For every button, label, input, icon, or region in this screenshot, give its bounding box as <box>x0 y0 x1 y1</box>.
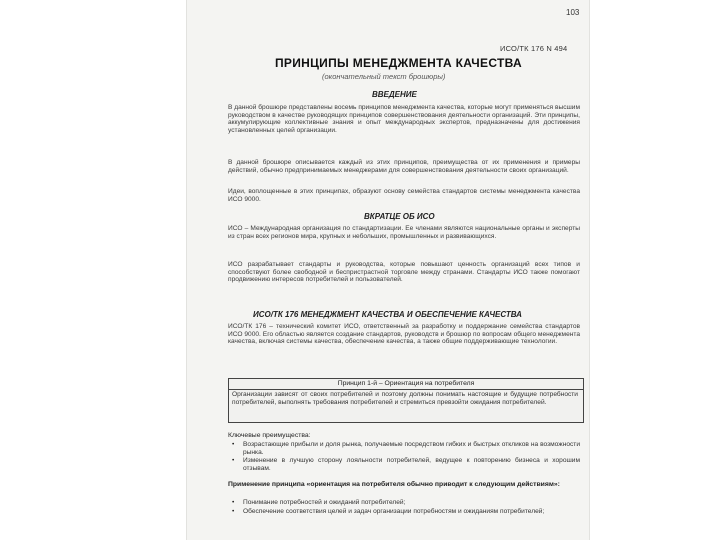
application-list <box>232 499 580 516</box>
tc176-paragraph: ИСО/ТК 176 – технический комитет ИСО, ответственный за разработку и поддержание семейства стандартов ИСО 9000. Его областью является создание стандартов, руководств и брошюр по вопросам общего менеджмента качества, включая системы качества, обеспечение качества, а также общие поддерживающие технологии. <box>228 323 580 346</box>
intro-paragraph: Идеи, воплощенные в этих принципах, образуют основу семейства стандартов системы менеджмента качества ИСО 9000. <box>228 188 580 203</box>
application-title: Применение принципа «ориентация на потребителя обычно приводит к следующим действиям»: <box>228 481 560 488</box>
section-heading-intro: ВВЕДЕНИЕ <box>372 90 417 99</box>
page-title: ПРИНЦИПЫ МЕНЕДЖМЕНТА КАЧЕСТВА <box>275 56 522 70</box>
list-item: • Изменение в лучшую сторону лояльности потребителей, ведущее к повторению бизнеса и хорошим отзывам. <box>232 457 580 472</box>
page-number: 103 <box>566 8 580 17</box>
list-item: • Понимание потребностей и ожиданий потребителей; <box>232 499 580 507</box>
document-code: ИСО/ТК 176 N 494 <box>500 44 568 53</box>
principle-title: Принцип 1-й – Ориентация на потребителя <box>229 379 583 390</box>
page-subtitle: (окончательный текст брошюры) <box>322 72 446 81</box>
intro-paragraph: В данной брошюре представлены восемь принципов менеджмента качества, которые могут применяться высшим руководством в качестве руководящих принципов совершенствования деятельности организаций. Эти принципы, аккумулирующие коллективные знания и опыт международных экспертов, предназначены для достижения установленных целей организации. <box>228 104 580 134</box>
list-item: • Возрастающие прибыли и доля рынка, получаемые посредством гибких и быстрых откликов на возможности рынка. <box>232 441 580 456</box>
section-heading-about: ВКРАТЦЕ ОБ ИСО <box>364 212 435 221</box>
about-paragraph: ИСО разрабатывает стандарты и руководства, которые повышают ценность организаций всех типов и способствуют более свободной и беспристрастной торговле между странами. Стандарты ИСО также помогают продвижению интересов потребителей и пользователей. <box>228 261 580 284</box>
principle-box <box>228 378 584 423</box>
list-item: • Обеспечение соответствия целей и задач организации потребностям и ожиданиям потребителей; <box>232 508 580 516</box>
principle-text: Организации зависят от своих потребителей и поэтому должны понимать настоящие и будущие потребности потребителей, выполнять требования потребителей и стремиться превзойти ожидания потребителей. <box>232 391 578 406</box>
intro-paragraph: В данной брошюре описывается каждый из этих принципов, преимущества от их применения и примеры действий, обычно предпринимаемых менеджерами для совершенствования деятельности своих организаций. <box>228 159 580 174</box>
benefits-list <box>232 441 580 473</box>
about-paragraph: ИСО – Международная организация по стандартизации. Ее членами являются национальные органы и эксперты из стран всех регионов мира, крупных и небольших, промышленных и развивающихся. <box>228 225 580 240</box>
benefits-title: Ключевые преимущества: <box>228 432 311 439</box>
section-heading-tc176: ИСО/ТК 176 МЕНЕДЖМЕНТ КАЧЕСТВА И ОБЕСПЕЧЕНИЕ КАЧЕСТВА <box>253 310 522 319</box>
